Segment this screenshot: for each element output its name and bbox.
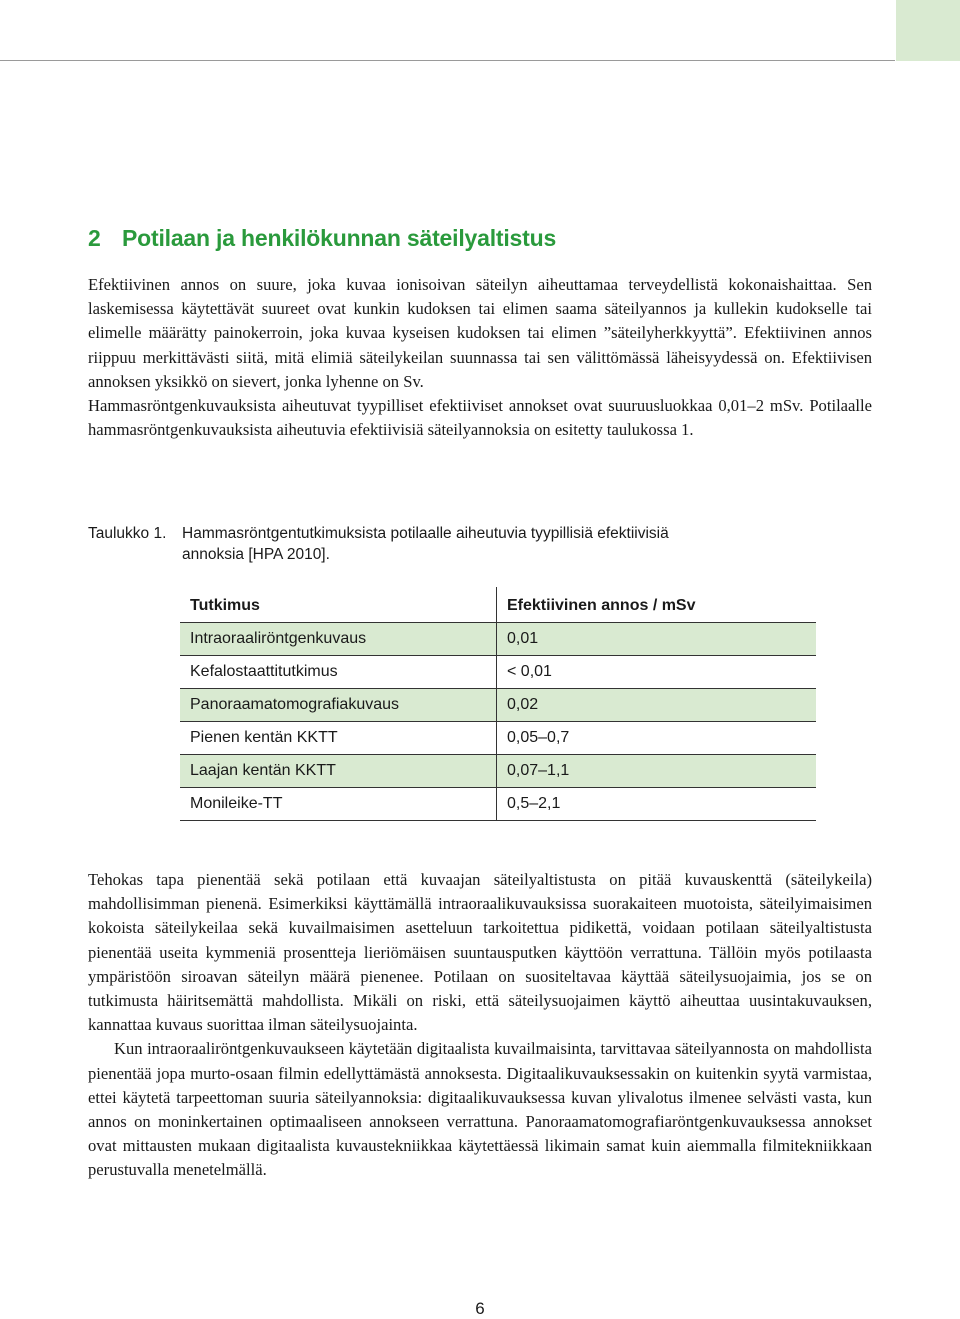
page-number: 6 [475, 1299, 485, 1318]
body-paragraph: Tehokas tapa pienentää sekä potilaan että kuvaajan säteilyaltistusta on pitää kuvauskenttä (säteilykeila) mahdollisimman pienenä. Esimerkiksi käyttämällä intraoraalikuvauksissa suorakaiteen muotoista, säteilyimaisimen kokoista säteilykeilaa sekä kuvailmaisimen asetteluun tarkoitettua pidikettä, voidaan potilaan säteilyaltistusta pienentää useita kymmeniä prosentteja lieriömäisen suuntausputken käyttöön verrattuna. Tällöin myös potilaasta ympäristöön siroavan säteilyn määrä pienenee. Potilaan on suositeltavaa käyttää säteilysuojaimia, jos se on tutkimusta häiritsemättä mahdollista. Mikäli on riski, että säteilysuojaimen käyttö aiheuttaa uusintakuvauksen, kannattaa kuvaus suorittaa ilman säteilysuojainta. [88, 870, 872, 1035]
table-row [180, 656, 816, 689]
table-caption-label: Taulukko 1. [88, 525, 167, 542]
header-rule [0, 60, 895, 61]
column-header-examination: Tutkimus [180, 587, 497, 623]
body-paragraph: Kun intraoraaliröntgenkuvaukseen käytetään digitaalista kuvailmaisinta, tarvittavaa säteilyannosta on mahdollista pienentää jopa murto-osaan filmin edellyttämästä annoksesta. Digitaalikuvauksessakin on kuitenkin syytä varmistaa, ettei käytetä tarpeettoman suuria säteilyannoksia: digitaalikuvauksessa kuvan ylivalotus ilmenee selvästi vasta, kun annos on moninkertainen optimaaliseen annokseen verrattuna. Panoraamatomografiaröntgenkuvauksessa annokset ovat mittausten mukaan digitaalista kuvaustekniikkaa käytettäessä likimain samat kuin aiemmalla filmitekniikkaan perustuvalla menetelmällä. [88, 1039, 872, 1180]
dose-cell: 0,5–2,1 [497, 788, 817, 821]
dose-cell: 0,07–1,1 [497, 755, 817, 788]
table-row [180, 689, 816, 722]
main-text [88, 868, 872, 1183]
section-title: Potilaan ja henkilökunnan säteilyaltistus [122, 225, 557, 251]
intro-paragraph: Hammasröntgenkuvauksista aiheutuvat tyypilliset efektiiviset annokset ovat suuruusluokkaa 0,01–2 mSv. Potilaalle hammasröntgenkuvauksista aiheutuvia efektiivisiä säteilyannoksia on esitetty taulukossa 1. [88, 396, 872, 440]
examination-cell: Intraoraaliröntgenkuvaus [180, 623, 497, 656]
table-header-row [180, 587, 816, 623]
dose-cell: 0,01 [497, 623, 817, 656]
table-row [180, 623, 816, 656]
examination-cell: Kefalostaattitutkimus [180, 656, 497, 689]
dose-cell: < 0,01 [497, 656, 817, 689]
section-heading [88, 225, 556, 252]
intro-text [88, 273, 872, 442]
corner-accent-tab [896, 0, 960, 61]
dose-cell: 0,05–0,7 [497, 722, 817, 755]
examination-cell: Panoraamatomografiakuvaus [180, 689, 497, 722]
table-row [180, 755, 816, 788]
table-row [180, 722, 816, 755]
intro-paragraph: Efektiivinen annos on suure, joka kuvaa ionisoivan säteilyn aiheuttamaa terveydellistä kokonaishaittaa. Sen laskemisessa käytettävät suureet ovat kunkin kudoksen tai elimen saama säteilyannos ja kullekin kudokselle tai elimelle määrätty painokerroin, joka kuvaa kyseisen kudoksen tai elimen ”säteilyherkkyyttä”. Efektiivinen annos riippuu merkittävästi siitä, mitä elimiä säteilykeilan suunnassa tai sen välittömässä läheisyydessä on. Efektiivisen annoksen yksikkö on sievert, jonka lyhenne on Sv. [88, 275, 872, 391]
examination-cell: Laajan kentän KKTT [180, 755, 497, 788]
examination-cell: Monileike-TT [180, 788, 497, 821]
section-number: 2 [88, 225, 101, 251]
dose-cell: 0,02 [497, 689, 817, 722]
table-row [180, 788, 816, 821]
table-caption-text: Hammasröntgentutkimuksista potilaalle aiheutuvia tyypillisiä efektiivisiä annoksia [HPA 2010]. [182, 525, 669, 563]
dose-table [180, 587, 816, 821]
examination-cell: Pienen kentän KKTT [180, 722, 497, 755]
column-header-dose: Efektiivinen annos / mSv [497, 587, 817, 623]
